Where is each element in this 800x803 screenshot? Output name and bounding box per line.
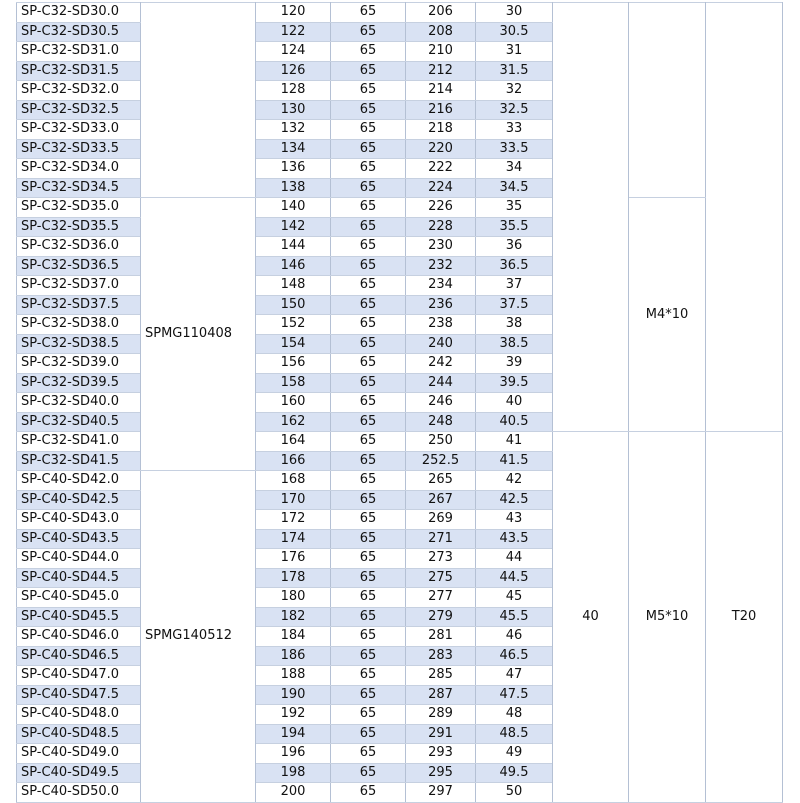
value-cell: 218 xyxy=(406,120,476,140)
value-cell: 162 xyxy=(256,412,331,432)
value-cell: 31 xyxy=(476,42,553,62)
value-cell: 222 xyxy=(406,159,476,179)
value-cell: 194 xyxy=(256,724,331,744)
value-cell: 160 xyxy=(256,393,331,413)
value-cell: 283 xyxy=(406,646,476,666)
wrench-spec-cell: T20 xyxy=(706,432,783,803)
model-cell: SP-C32-SD33.5 xyxy=(17,139,141,159)
model-cell: SP-C32-SD38.5 xyxy=(17,334,141,354)
value-cell: 178 xyxy=(256,568,331,588)
value-cell: 37.5 xyxy=(476,295,553,315)
screw-spec-cell: M5*10 xyxy=(629,432,706,803)
value-cell: 289 xyxy=(406,705,476,725)
value-cell: 138 xyxy=(256,178,331,198)
value-cell: 192 xyxy=(256,705,331,725)
value-cell: 244 xyxy=(406,373,476,393)
value-cell: 238 xyxy=(406,315,476,335)
value-cell: 269 xyxy=(406,510,476,530)
model-cell: SP-C32-SD35.5 xyxy=(17,217,141,237)
value-cell: 293 xyxy=(406,744,476,764)
value-cell: 65 xyxy=(331,100,406,120)
value-cell: 39 xyxy=(476,354,553,374)
spec-table xyxy=(16,2,783,803)
value-cell: 273 xyxy=(406,549,476,569)
value-cell: 144 xyxy=(256,237,331,257)
value-cell: 65 xyxy=(331,705,406,725)
value-cell: 39.5 xyxy=(476,373,553,393)
value-cell: 246 xyxy=(406,393,476,413)
value-cell: 65 xyxy=(331,607,406,627)
value-cell: 47.5 xyxy=(476,685,553,705)
model-cell: SP-C40-SD48.5 xyxy=(17,724,141,744)
value-cell: 30 xyxy=(476,3,553,23)
value-cell: 196 xyxy=(256,744,331,764)
value-cell: 45.5 xyxy=(476,607,553,627)
model-cell: SP-C32-SD41.5 xyxy=(17,451,141,471)
value-cell: 65 xyxy=(331,217,406,237)
value-cell: 36 xyxy=(476,237,553,257)
insert-grade-cell xyxy=(141,3,256,198)
value-cell: 65 xyxy=(331,159,406,179)
value-cell: 122 xyxy=(256,22,331,42)
model-cell: SP-C32-SD41.0 xyxy=(17,432,141,452)
model-cell: SP-C40-SD47.5 xyxy=(17,685,141,705)
value-cell: 65 xyxy=(331,412,406,432)
insert-grade-cell: SPMG140512 xyxy=(141,471,256,803)
value-cell: 200 xyxy=(256,783,331,803)
value-cell: 287 xyxy=(406,685,476,705)
value-cell: 198 xyxy=(256,763,331,783)
value-cell: 120 xyxy=(256,3,331,23)
value-cell: 65 xyxy=(331,783,406,803)
value-cell: 134 xyxy=(256,139,331,159)
value-cell: 36.5 xyxy=(476,256,553,276)
value-cell: 152 xyxy=(256,315,331,335)
model-cell: SP-C32-SD40.0 xyxy=(17,393,141,413)
value-cell: 32.5 xyxy=(476,100,553,120)
value-cell: 48.5 xyxy=(476,724,553,744)
value-cell: 206 xyxy=(406,3,476,23)
value-cell: 65 xyxy=(331,393,406,413)
value-cell: 190 xyxy=(256,685,331,705)
table-row xyxy=(17,3,783,23)
value-cell: 250 xyxy=(406,432,476,452)
value-cell: 42 xyxy=(476,471,553,491)
value-cell: 37 xyxy=(476,276,553,296)
value-cell: 65 xyxy=(331,529,406,549)
value-cell: 285 xyxy=(406,666,476,686)
value-cell: 252.5 xyxy=(406,451,476,471)
value-cell: 156 xyxy=(256,354,331,374)
model-cell: SP-C40-SD45.0 xyxy=(17,588,141,608)
value-cell: 65 xyxy=(331,627,406,647)
value-cell: 279 xyxy=(406,607,476,627)
value-cell: 30.5 xyxy=(476,22,553,42)
value-cell: 40.5 xyxy=(476,412,553,432)
value-cell: 184 xyxy=(256,627,331,647)
value-cell: 38 xyxy=(476,315,553,335)
value-cell: 220 xyxy=(406,139,476,159)
value-cell: 40 xyxy=(476,393,553,413)
value-cell: 65 xyxy=(331,490,406,510)
value-cell: 176 xyxy=(256,549,331,569)
model-cell: SP-C40-SD44.5 xyxy=(17,568,141,588)
model-cell: SP-C40-SD43.0 xyxy=(17,510,141,530)
model-cell: SP-C32-SD34.5 xyxy=(17,178,141,198)
model-cell: SP-C32-SD31.0 xyxy=(17,42,141,62)
value-cell: 65 xyxy=(331,61,406,81)
value-cell: 65 xyxy=(331,3,406,23)
screw-spec-cell: M4*10 xyxy=(629,198,706,432)
model-cell: SP-C32-SD37.0 xyxy=(17,276,141,296)
value-cell: 34.5 xyxy=(476,178,553,198)
value-cell: 65 xyxy=(331,724,406,744)
value-cell: 295 xyxy=(406,763,476,783)
value-cell: 130 xyxy=(256,100,331,120)
value-cell: 41.5 xyxy=(476,451,553,471)
value-cell: 234 xyxy=(406,276,476,296)
value-cell: 49.5 xyxy=(476,763,553,783)
model-cell: SP-C32-SD34.0 xyxy=(17,159,141,179)
value-cell: 65 xyxy=(331,354,406,374)
model-cell: SP-C40-SD45.5 xyxy=(17,607,141,627)
value-cell: 35.5 xyxy=(476,217,553,237)
value-cell: 65 xyxy=(331,451,406,471)
value-cell: 65 xyxy=(331,744,406,764)
screw-spec-cell xyxy=(629,3,706,198)
value-cell: 208 xyxy=(406,22,476,42)
model-cell: SP-C32-SD39.0 xyxy=(17,354,141,374)
group-size-cell: 40 xyxy=(553,432,629,803)
model-cell: SP-C32-SD40.5 xyxy=(17,412,141,432)
value-cell: 124 xyxy=(256,42,331,62)
model-cell: SP-C32-SD35.0 xyxy=(17,198,141,218)
value-cell: 132 xyxy=(256,120,331,140)
model-cell: SP-C32-SD30.0 xyxy=(17,3,141,23)
value-cell: 240 xyxy=(406,334,476,354)
insert-grade-cell: SPMG110408 xyxy=(141,198,256,471)
model-cell: SP-C32-SD38.0 xyxy=(17,315,141,335)
value-cell: 128 xyxy=(256,81,331,101)
model-cell: SP-C32-SD39.5 xyxy=(17,373,141,393)
model-cell: SP-C40-SD49.5 xyxy=(17,763,141,783)
value-cell: 65 xyxy=(331,432,406,452)
value-cell: 65 xyxy=(331,276,406,296)
value-cell: 43 xyxy=(476,510,553,530)
model-cell: SP-C32-SD36.5 xyxy=(17,256,141,276)
value-cell: 65 xyxy=(331,646,406,666)
value-cell: 65 xyxy=(331,685,406,705)
value-cell: 65 xyxy=(331,256,406,276)
value-cell: 186 xyxy=(256,646,331,666)
value-cell: 49 xyxy=(476,744,553,764)
value-cell: 210 xyxy=(406,42,476,62)
value-cell: 248 xyxy=(406,412,476,432)
value-cell: 154 xyxy=(256,334,331,354)
value-cell: 214 xyxy=(406,81,476,101)
model-cell: SP-C40-SD50.0 xyxy=(17,783,141,803)
value-cell: 44.5 xyxy=(476,568,553,588)
value-cell: 45 xyxy=(476,588,553,608)
value-cell: 148 xyxy=(256,276,331,296)
value-cell: 140 xyxy=(256,198,331,218)
model-cell: SP-C40-SD44.0 xyxy=(17,549,141,569)
model-cell: SP-C40-SD46.5 xyxy=(17,646,141,666)
spec-table-body xyxy=(17,3,783,803)
value-cell: 44 xyxy=(476,549,553,569)
model-cell: SP-C32-SD30.5 xyxy=(17,22,141,42)
value-cell: 41 xyxy=(476,432,553,452)
table-row xyxy=(17,198,783,218)
group-size-cell xyxy=(553,3,629,432)
value-cell: 65 xyxy=(331,510,406,530)
value-cell: 142 xyxy=(256,217,331,237)
value-cell: 65 xyxy=(331,295,406,315)
value-cell: 150 xyxy=(256,295,331,315)
value-cell: 31.5 xyxy=(476,61,553,81)
model-cell: SP-C32-SD33.0 xyxy=(17,120,141,140)
value-cell: 47 xyxy=(476,666,553,686)
model-cell: SP-C40-SD48.0 xyxy=(17,705,141,725)
value-cell: 146 xyxy=(256,256,331,276)
value-cell: 33.5 xyxy=(476,139,553,159)
value-cell: 38.5 xyxy=(476,334,553,354)
value-cell: 291 xyxy=(406,724,476,744)
model-cell: SP-C32-SD37.5 xyxy=(17,295,141,315)
value-cell: 48 xyxy=(476,705,553,725)
value-cell: 212 xyxy=(406,61,476,81)
value-cell: 180 xyxy=(256,588,331,608)
value-cell: 172 xyxy=(256,510,331,530)
value-cell: 65 xyxy=(331,198,406,218)
value-cell: 32 xyxy=(476,81,553,101)
value-cell: 224 xyxy=(406,178,476,198)
value-cell: 275 xyxy=(406,568,476,588)
value-cell: 33 xyxy=(476,120,553,140)
model-cell: SP-C40-SD49.0 xyxy=(17,744,141,764)
value-cell: 164 xyxy=(256,432,331,452)
model-cell: SP-C32-SD32.0 xyxy=(17,81,141,101)
value-cell: 65 xyxy=(331,42,406,62)
value-cell: 35 xyxy=(476,198,553,218)
value-cell: 230 xyxy=(406,237,476,257)
value-cell: 188 xyxy=(256,666,331,686)
model-cell: SP-C32-SD32.5 xyxy=(17,100,141,120)
value-cell: 65 xyxy=(331,568,406,588)
value-cell: 43.5 xyxy=(476,529,553,549)
model-cell: SP-C40-SD43.5 xyxy=(17,529,141,549)
value-cell: 65 xyxy=(331,666,406,686)
value-cell: 65 xyxy=(331,471,406,491)
value-cell: 65 xyxy=(331,22,406,42)
value-cell: 46 xyxy=(476,627,553,647)
value-cell: 271 xyxy=(406,529,476,549)
value-cell: 232 xyxy=(406,256,476,276)
value-cell: 65 xyxy=(331,139,406,159)
value-cell: 228 xyxy=(406,217,476,237)
value-cell: 65 xyxy=(331,120,406,140)
value-cell: 297 xyxy=(406,783,476,803)
value-cell: 277 xyxy=(406,588,476,608)
model-cell: SP-C40-SD47.0 xyxy=(17,666,141,686)
model-cell: SP-C40-SD46.0 xyxy=(17,627,141,647)
value-cell: 158 xyxy=(256,373,331,393)
value-cell: 216 xyxy=(406,100,476,120)
value-cell: 50 xyxy=(476,783,553,803)
value-cell: 265 xyxy=(406,471,476,491)
value-cell: 267 xyxy=(406,490,476,510)
value-cell: 65 xyxy=(331,334,406,354)
wrench-spec-cell xyxy=(706,3,783,432)
value-cell: 65 xyxy=(331,81,406,101)
value-cell: 65 xyxy=(331,373,406,393)
value-cell: 236 xyxy=(406,295,476,315)
value-cell: 226 xyxy=(406,198,476,218)
table-row xyxy=(17,432,783,452)
value-cell: 182 xyxy=(256,607,331,627)
model-cell: SP-C40-SD42.0 xyxy=(17,471,141,491)
value-cell: 65 xyxy=(331,315,406,335)
value-cell: 174 xyxy=(256,529,331,549)
value-cell: 166 xyxy=(256,451,331,471)
model-cell: SP-C32-SD36.0 xyxy=(17,237,141,257)
value-cell: 168 xyxy=(256,471,331,491)
value-cell: 65 xyxy=(331,588,406,608)
value-cell: 136 xyxy=(256,159,331,179)
value-cell: 65 xyxy=(331,178,406,198)
value-cell: 42.5 xyxy=(476,490,553,510)
value-cell: 65 xyxy=(331,763,406,783)
value-cell: 170 xyxy=(256,490,331,510)
value-cell: 242 xyxy=(406,354,476,374)
model-cell: SP-C40-SD42.5 xyxy=(17,490,141,510)
value-cell: 65 xyxy=(331,549,406,569)
value-cell: 46.5 xyxy=(476,646,553,666)
value-cell: 126 xyxy=(256,61,331,81)
value-cell: 65 xyxy=(331,237,406,257)
model-cell: SP-C32-SD31.5 xyxy=(17,61,141,81)
value-cell: 34 xyxy=(476,159,553,179)
value-cell: 281 xyxy=(406,627,476,647)
